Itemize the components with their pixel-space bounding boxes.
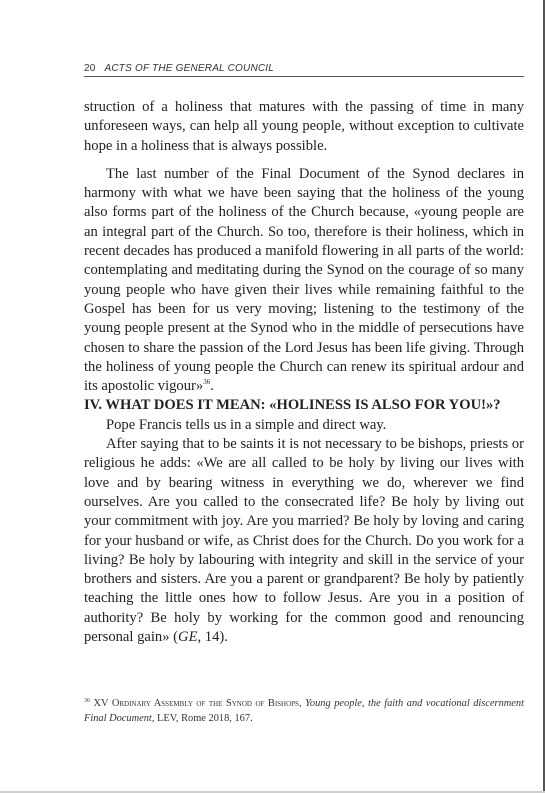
footnote-title: Young people, the faith and vocational discernment Final Document, bbox=[84, 698, 524, 724]
paragraph-quote bbox=[84, 435, 524, 647]
running-title: ACTS OF THE GENERAL COUNCIL bbox=[104, 63, 275, 74]
running-header bbox=[84, 63, 274, 74]
main-text bbox=[84, 98, 524, 647]
paragraph-synod-document bbox=[84, 165, 524, 397]
sentence-end: . bbox=[210, 378, 214, 395]
footnote-number: 36 bbox=[84, 698, 90, 704]
citation-end: , 14). bbox=[197, 629, 228, 646]
paragraph-continuation: struction of a holiness that matures with the passing of time in many unforeseen ways, can help all young people, without exception to cultivate hope in a holiness that is always possible. bbox=[84, 99, 524, 154]
paragraph-text: The last number of the Final Document of the Synod declares in harmony with what we have been saying that the holiness of the young also forms part of the holiness of the Church because, «young people are an integral part of the Church. So too, therefore is their holiness, which in recent decades has produced a manifold flowering in all parts of the world: contemplating and meditating during the Synod on the courage of so many young people who have given their lives while remaining faithful to the Gospel has been for us very moving; listening to the testimony of the young people present at the Synod who in the middle of persecutions have chosen to share the passion of the Lord Jesus has been life giving. Through the holiness of young people the Church can renew its spiritual ardour and its apostolic vigour» bbox=[84, 165, 524, 395]
footnote-publisher: LEV, Rome 2018, 167. bbox=[157, 712, 253, 724]
footnote-source: XV Ordinary Assembly of the Synod of Bishops, bbox=[93, 698, 302, 709]
paragraph-pope-francis: Pope Francis tells us in a simple and direct way. bbox=[106, 416, 387, 433]
page-number: 20 bbox=[84, 63, 96, 74]
header-rule bbox=[84, 76, 524, 77]
footnote bbox=[84, 697, 524, 726]
paragraph-text: After saying that to be saints it is not necessary to be bishops, priests or religious he adds: «We are all called to be holy by living our lives with love and by bearing witness in everything we do, wherever we find ourselves. Are you called to the consecrated life? Be holy by living out your commitment with joy. Are you married? Be holy by loving and caring for your husband or wife, as Christ does for the Church. Do you work for a living? Be holy by labouring with integrity and skill in the service of your brothers and sisters. Are you a parent or grandparent? Be holy by patiently teaching the little ones how to follow Jesus. Are you in a position of authority? Be holy by working for the common good and renouncing personal gain» ( bbox=[84, 436, 524, 646]
footnote-reference[interactable]: 36 bbox=[203, 378, 211, 387]
section-heading: IV. WHAT DOES IT MEAN: «HOLINESS IS ALSO FOR YOU!»? bbox=[84, 397, 501, 414]
citation-abbreviation: GE bbox=[178, 629, 198, 646]
